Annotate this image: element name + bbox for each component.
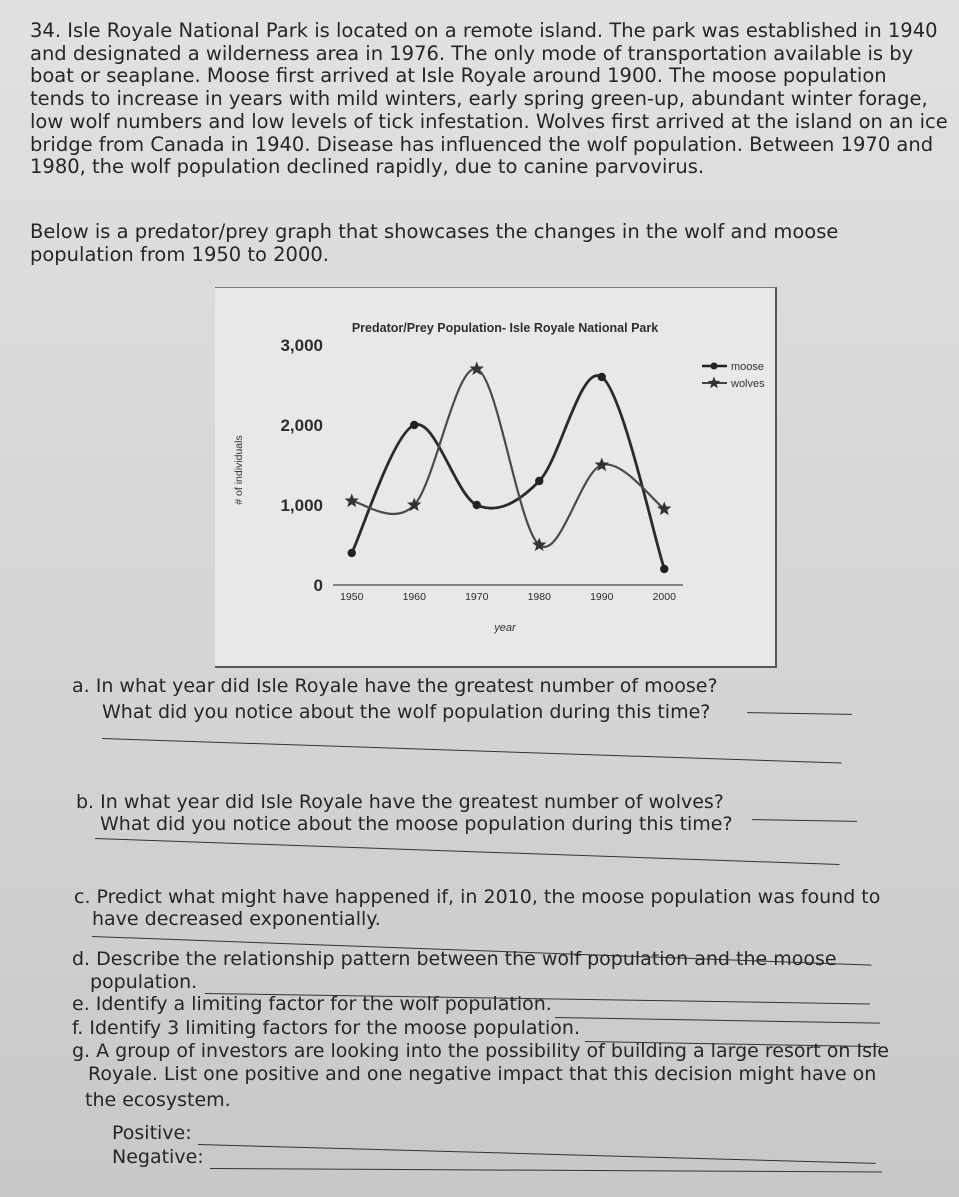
y-axis-label: # of individuals: [233, 435, 245, 505]
answer-line-e[interactable]: [555, 1017, 880, 1024]
question-a-line2: What did you notice about the wolf population during this time?: [102, 701, 711, 723]
graph-lead-in: [30, 221, 940, 266]
positive-label: Positive:: [112, 1122, 192, 1144]
question-f: f. Identify 3 limiting factors for the moose population.: [72, 1017, 581, 1039]
legend-wolves-marker: [708, 377, 720, 389]
intro-line: low wolf numbers and low levels of tick infestation. Wolves first arrived at the island on an ice: [30, 109, 948, 133]
problem-intro: [30, 19, 948, 179]
predator-prey-chart: [215, 287, 777, 668]
question-a-line1: a. In what year did Isle Royale have the greatest number of moose?: [72, 675, 718, 697]
moose-point: [410, 421, 418, 429]
moose-point: [598, 373, 606, 381]
legend-moose-marker: [711, 363, 718, 370]
x-tick-labels: [340, 591, 676, 603]
y-tick-label: 0: [313, 576, 323, 595]
answer-line-a-wolves[interactable]: [102, 738, 842, 764]
intro-line: 34. Isle Royale National Park is located on a remote island. The park was established in 1940: [30, 19, 938, 42]
answer-line-b-year[interactable]: [752, 819, 857, 822]
y-tick-labels: [280, 336, 323, 595]
moose-point: [535, 477, 543, 485]
legend-moose-label: moose: [731, 361, 765, 373]
question-d-line2: population.: [90, 971, 198, 993]
moose-point: [348, 549, 356, 557]
moose-point: [473, 501, 481, 509]
x-tick-label: 1970: [465, 591, 489, 603]
x-tick-label: 1960: [402, 591, 426, 603]
question-g-line2: Royale. List one positive and one negative impact that this decision might have on: [88, 1063, 877, 1085]
answer-line-b-moose[interactable]: [95, 838, 840, 865]
intro-line: bridge from Canada in 1940. Disease has influenced the wolf population. Between 1970 and: [30, 132, 934, 156]
x-tick-label: 1950: [340, 591, 364, 603]
y-tick-label: 3,000: [280, 336, 323, 355]
wolves-point: [345, 494, 359, 508]
answer-line-negative[interactable]: [210, 1168, 882, 1173]
question-g-line1: g. A group of investors are looking into the possibility of building a large resort on Isle: [72, 1040, 889, 1062]
chart-svg: [215, 288, 775, 666]
x-tick-label: 1980: [527, 591, 551, 603]
y-tick-label: 2,000: [280, 416, 323, 435]
legend-wolves-label: wolves: [731, 378, 765, 390]
intro-line: and designated a wilderness area in 1976. The only mode of transportation available is by: [30, 41, 914, 65]
answer-line-positive[interactable]: [198, 1144, 876, 1164]
question-c-line1: c. Predict what might have happened if, in 2010, the moose population was found to: [74, 886, 881, 908]
x-tick-label: 2000: [652, 591, 676, 603]
negative-label: Negative:: [112, 1146, 204, 1168]
moose-line: [352, 375, 665, 569]
intro-line: 1980, the wolf population declined rapidly, due to canine parvovirus.: [30, 155, 705, 179]
question-b-line2: What did you notice about the moose population during this time?: [100, 813, 733, 835]
answer-line-a-year[interactable]: [747, 712, 852, 715]
question-b-line1: b. In what year did Isle Royale have the greatest number of wolves?: [76, 791, 724, 813]
y-tick-label: 1,000: [280, 496, 323, 515]
intro-line: tends to increase in years with mild winters, early spring green-up, abundant winter forage,: [30, 87, 928, 111]
question-c-line2: have decreased exponentially.: [92, 908, 381, 930]
x-tick-label: 1990: [590, 591, 614, 603]
x-axis-label: year: [494, 622, 516, 634]
lead-line: population from 1950 to 2000.: [30, 242, 329, 266]
lead-line: Below is a predator/prey graph that showcases the changes in the wolf and moose: [30, 220, 839, 243]
chart-title: Predator/Prey Population- Isle Royale National Park: [351, 321, 659, 335]
question-e: e. Identify a limiting factor for the wolf population.: [72, 993, 552, 1015]
chart-legend: [702, 361, 765, 390]
intro-line: boat or seaplane. Moose first arrived at Isle Royale around 1900. The moose population: [30, 64, 887, 88]
wolves-line: [352, 369, 665, 547]
question-d-line1: d. Describe the relationship pattern between the wolf population and the moose: [72, 948, 837, 970]
moose-point: [660, 565, 668, 573]
series-layer: [345, 362, 672, 574]
question-g-line3: the ecosystem.: [85, 1089, 231, 1111]
